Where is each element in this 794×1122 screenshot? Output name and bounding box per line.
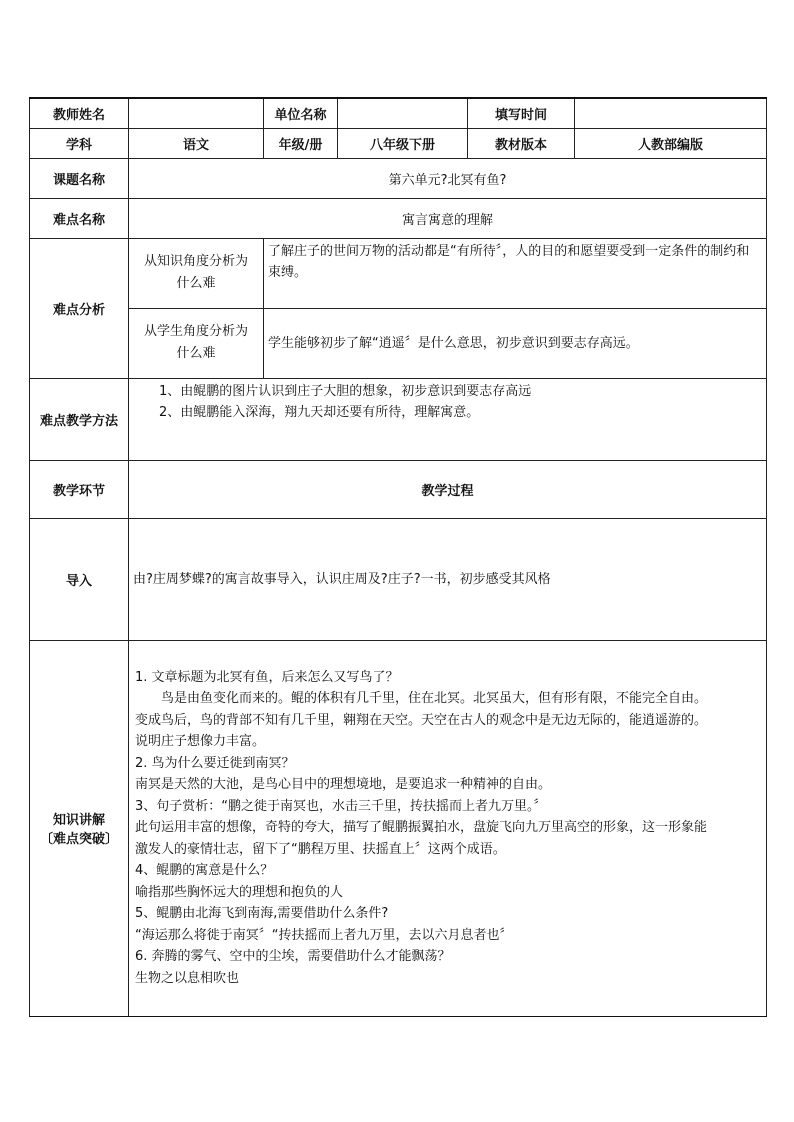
difficulty-label: 难点名称 bbox=[30, 198, 129, 238]
topic-row bbox=[30, 158, 767, 198]
teacher-name-value bbox=[129, 98, 264, 128]
student-angle-label-line2: 什么难 bbox=[176, 346, 216, 361]
knowledge-line-10: 4、鲲鹏的寓意是什么？ bbox=[135, 863, 274, 878]
topic-value: 第六单元?北冥有鱼? bbox=[129, 158, 767, 198]
grade-value: 八年级下册 bbox=[338, 128, 468, 158]
edition-value: 人教部编版 bbox=[575, 128, 767, 158]
knowledge-analysis-row bbox=[30, 238, 767, 308]
knowledge-label bbox=[30, 640, 129, 1016]
intro-row bbox=[30, 518, 767, 640]
student-angle-label bbox=[129, 308, 264, 378]
info-row bbox=[30, 128, 767, 158]
teacher-name-label: 教师姓名 bbox=[30, 98, 129, 128]
difficulty-value: 寓言寓意的理解 bbox=[129, 198, 767, 238]
knowledge-line-4: 说明庄子想像力丰富。 bbox=[135, 734, 266, 749]
lesson-plan-table bbox=[29, 97, 767, 1017]
process-header: 教学过程 bbox=[129, 460, 767, 518]
method-content bbox=[129, 378, 767, 460]
edition-label: 教材版本 bbox=[468, 128, 575, 158]
knowledge-row bbox=[30, 640, 767, 1016]
knowledge-line-12: 5、鲲鹏由北海飞到南海,需要借助什么条件? bbox=[135, 906, 389, 921]
intro-label: 导入 bbox=[30, 518, 129, 640]
knowledge-content bbox=[129, 640, 767, 1016]
method-label: 难点教学方法 bbox=[30, 378, 129, 460]
student-angle-label-line1: 从学生角度分析为 bbox=[143, 324, 248, 339]
knowledge-line-2: 鸟是由鱼变化而来的。鲲的体积有几千里，住在北冥。北冥虽大，但有形有限，不能完全自由。 bbox=[161, 691, 708, 706]
knowledge-line-6: 南冥是天然的大池，是鸟心目中的理想境地，是要追求一种精神的自由。 bbox=[135, 777, 552, 792]
knowledge-line-8: 此句运用丰富的想像，奇特的夸大，描写了鲲鹏振翼拍水，盘旋飞向九万里高空的形象，这一形象能 bbox=[135, 820, 708, 835]
knowledge-line-15: 生物之以息相吹也 bbox=[135, 970, 240, 986]
knowledge-line-5: 2. 鸟为什么要迁徙到南冥？ bbox=[135, 755, 295, 771]
knowledge-line-9: 激发人的豪情壮志，留下了“鹏程万里、扶摇直上〞这两个成语。 bbox=[135, 841, 506, 857]
knowledge-angle-label-line2: 什么难 bbox=[176, 276, 216, 291]
knowledge-angle-text: 了解庄子的世间万物的活动都是“有所待〞，人的目的和愿望要受到一定条件的制约和束缚。 bbox=[264, 238, 767, 308]
knowledge-line-3: 变成鸟后，鸟的背部不知有几千里，翱翔在天空。天空在古人的观念中是无边无际的，能逍遥游的。 bbox=[135, 712, 708, 728]
knowledge-line-13: “海运那么将徙于南冥〞“抟扶摇而上者九万里，去以六月息者也〞 bbox=[135, 927, 513, 943]
subject-label: 学科 bbox=[30, 128, 129, 158]
method-row bbox=[30, 378, 767, 460]
knowledge-label-line2: 〔难点突破〕 bbox=[39, 832, 118, 847]
knowledge-line-14: 6. 奔腾的雾气、空中的尘埃，需要借助什么才能飘荡？ bbox=[135, 949, 451, 964]
method-line-1: 1、由鲲鹏的图片认识到庄子大胆的想象，初步意识到要志存高远 bbox=[159, 383, 532, 399]
intro-text: 由?庄周梦蝶?的寓言故事导入，认识庄周及?庄子?一书，初步感受其风格 bbox=[129, 518, 767, 640]
method-line-2: 2、由鲲鹏能入深海，翔九天却还要有所待，理解寓意。 bbox=[159, 404, 480, 420]
fill-date-label: 填写时间 bbox=[468, 98, 575, 128]
knowledge-line-7: 3、句子赏析：“鹏之徙于南冥也，水击三千里，抟扶摇而上者九万里。〞 bbox=[135, 798, 547, 814]
unit-name-label: 单位名称 bbox=[264, 98, 338, 128]
subject-value: 语文 bbox=[129, 128, 264, 158]
topic-label: 课题名称 bbox=[30, 158, 129, 198]
student-angle-text: 学生能够初步了解“逍遥〞是什么意思，初步意识到要志存高远。 bbox=[264, 308, 767, 378]
knowledge-angle-label-line1: 从知识角度分析为 bbox=[143, 254, 248, 269]
process-header-row bbox=[30, 460, 767, 518]
knowledge-label-line1: 知识讲解 bbox=[52, 813, 105, 828]
difficulty-row bbox=[30, 198, 767, 238]
fill-date-value bbox=[575, 98, 767, 128]
knowledge-line-11: 喻指那些胸怀远大的理想和抱负的人 bbox=[135, 884, 344, 900]
knowledge-line-1: 1. 文章标题为北冥有鱼，后来怎么又写鸟了？ bbox=[135, 669, 399, 685]
analysis-label: 难点分析 bbox=[30, 238, 129, 378]
stage-header: 教学环节 bbox=[30, 460, 129, 518]
header-row bbox=[30, 98, 767, 128]
student-analysis-row bbox=[30, 308, 767, 378]
unit-name-value bbox=[338, 98, 468, 128]
grade-label: 年级/册 bbox=[264, 128, 338, 158]
knowledge-angle-label bbox=[129, 238, 264, 308]
